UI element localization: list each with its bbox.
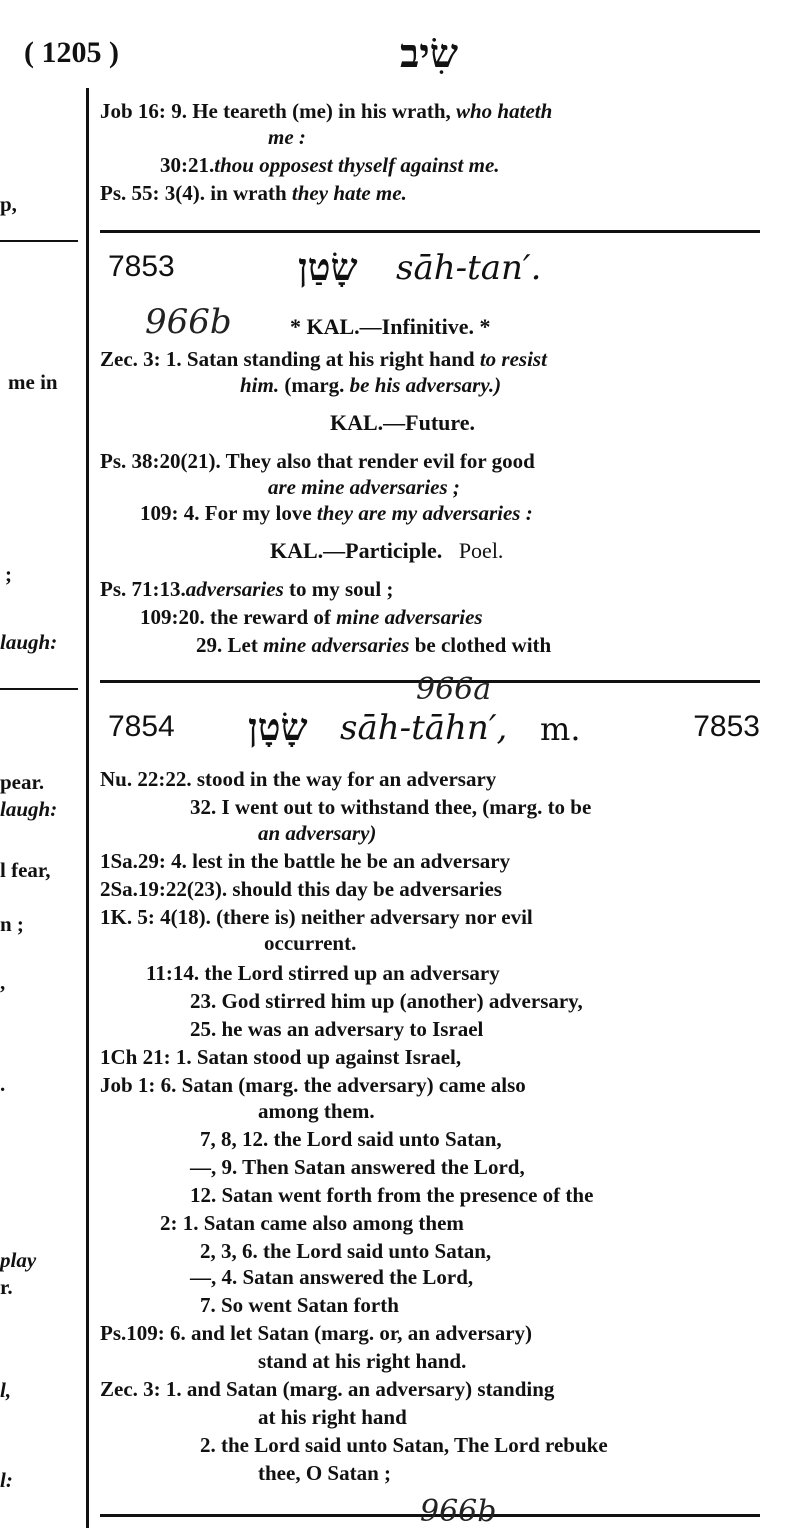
citation-line: thee, O Satan ;: [258, 1461, 391, 1485]
citation-line: 1K. 5: 4(18). (there is) neither adversary nor evil: [100, 905, 533, 929]
citation-line: Zec. 3: 1. Satan standing at his right hand to resist: [100, 347, 547, 371]
citation-line: —, 4. Satan answered the Lord,: [190, 1265, 474, 1289]
citation-line: Ps. 55: 3(4). in wrath they hate me.: [100, 181, 407, 205]
left-fragment: me in: [8, 370, 58, 394]
citation-line: 2, 3, 6. the Lord said unto Satan,: [200, 1239, 492, 1263]
section-heading: KAL.—Participle. Poel.: [270, 538, 504, 563]
citation-line: Nu. 22:22. stood in the way for an adversary: [100, 767, 497, 791]
citation-line: me :: [268, 125, 306, 149]
left-fragment: ,: [0, 970, 6, 994]
citation-line: Ps.109: 6. and let Satan (marg. or, an adversary): [100, 1321, 533, 1345]
handwritten-note: 966b: [145, 302, 232, 342]
citation-line: 109:20. the reward of mine adversaries: [140, 605, 483, 629]
citation-line: 12. Satan went forth from the presence of the: [190, 1183, 594, 1207]
hebrew-word: שָׂטַן: [298, 244, 358, 289]
citation-line: 11:14. the Lord stirred up an adversary: [146, 961, 500, 985]
gender-label: m.: [540, 710, 581, 748]
citation-line: —, 9. Then Satan answered the Lord,: [190, 1155, 525, 1179]
page-number: ( 1205 ): [24, 36, 119, 69]
left-fragment: l fear,: [0, 858, 51, 882]
transliteration: sāh-tan′.: [396, 248, 542, 288]
left-fragment: ;: [5, 562, 12, 586]
strongs-number: 7853: [108, 250, 175, 283]
left-fragment: r.: [0, 1275, 13, 1299]
transliteration: sāh-tāhn′,: [340, 708, 508, 748]
strongs-number: 7854: [108, 710, 175, 743]
column-divider: [86, 88, 89, 1528]
citation-line: Job 16: 9. He teareth (me) in his wrath, who hateth: [100, 99, 553, 123]
entry-heading-7854: [100, 704, 760, 754]
citation-line: are mine adversaries ;: [268, 475, 460, 499]
citation-line: Zec. 3: 1. and Satan (marg. an adversary) standing: [100, 1377, 555, 1401]
citation-line: 7, 8, 12. the Lord said unto Satan,: [200, 1127, 502, 1151]
handwritten-note: 966a: [416, 672, 492, 707]
citation-line: 30:21.thou opposest thyself against me.: [160, 153, 500, 177]
citation-line: 25. he was an adversary to Israel: [190, 1017, 484, 1041]
left-fragment: play: [0, 1248, 37, 1272]
citation-line: 1Sa.29: 4. lest in the battle he be an adversary: [100, 849, 511, 873]
citation-line: 23. God stirred him up (another) adversary,: [190, 989, 583, 1013]
citation-line: 29. Let mine adversaries be clothed with: [196, 633, 552, 657]
handwritten-note: 966b: [420, 1494, 497, 1529]
left-fragment: pear.: [0, 770, 45, 794]
section-heading: KAL.—Future.: [330, 410, 476, 435]
entry-rule: [100, 230, 760, 233]
left-fragment: p,: [0, 192, 17, 216]
hebrew-word: שָׂטָן: [248, 704, 308, 749]
citation-line: him. (marg. be his adversary.): [240, 373, 502, 397]
citation-line: stand at his right hand.: [258, 1349, 467, 1373]
citation-line: Ps. 71:13.adversaries to my soul ;: [100, 577, 394, 601]
left-fragment: l,: [0, 1378, 12, 1402]
section-heading: * KAL.—Infinitive. *: [290, 314, 491, 339]
citation-line: an adversary): [258, 821, 377, 845]
cross-reference-number: 7853: [693, 710, 760, 743]
left-fragment: laugh:: [0, 630, 58, 654]
citation-line: Ps. 38:20(21). They also that render evil for good: [100, 449, 535, 473]
citation-line: 7. So went Satan forth: [200, 1293, 399, 1317]
citation-line: Job 1: 6. Satan (marg. the adversary) came also: [100, 1073, 526, 1097]
left-fragment: laugh:: [0, 797, 58, 821]
citation-line: 109: 4. For my love they are my adversaries :: [140, 501, 533, 525]
citation-line: 32. I went out to withstand thee, (marg. to be: [190, 795, 592, 819]
citation-line: among them.: [258, 1099, 375, 1123]
left-fragment: .: [0, 1072, 6, 1096]
left-fragment: l:: [0, 1468, 13, 1492]
citation-line: 2. the Lord said unto Satan, The Lord rebuke: [200, 1433, 608, 1457]
page-letter-heading: שִׂיב: [400, 30, 459, 77]
left-rule: [0, 240, 78, 242]
left-rule: [0, 688, 78, 690]
entry-heading-7853: [100, 244, 760, 294]
citation-line: 2Sa.19:22(23). should this day be adversaries: [100, 877, 502, 901]
citation-line: 2: 1. Satan came also among them: [160, 1211, 464, 1235]
citation-line: 1Ch 21: 1. Satan stood up against Israel,: [100, 1045, 462, 1069]
citation-line: at his right hand: [258, 1405, 407, 1429]
citation-line: occurrent.: [264, 931, 357, 955]
left-fragment: n ;: [0, 912, 24, 936]
